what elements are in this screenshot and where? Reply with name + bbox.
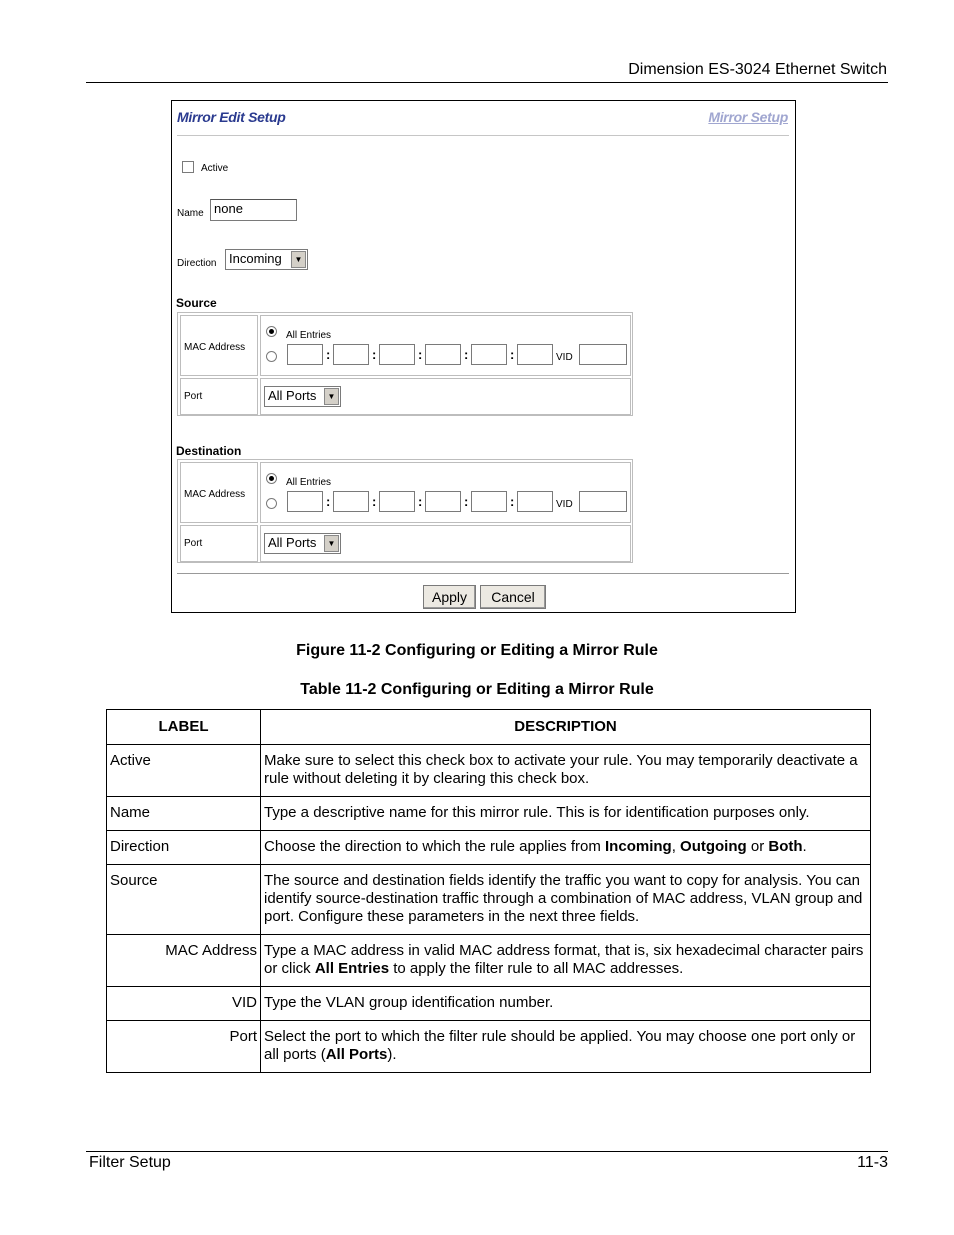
source-port-value: All Ports — [268, 388, 317, 403]
source-mac-field-cell — [260, 315, 631, 376]
row-label: Name — [107, 797, 261, 831]
dest-mac-field-cell — [260, 462, 631, 523]
bottom-divider — [177, 573, 789, 574]
colon: : — [418, 494, 423, 509]
row-description: The source and destination fields identify the traffic you want to copy for analysis. You can identify source-destination traffic through a combination of MAC address, VLAN group and port. Configure these parameters in the next three fields. — [261, 865, 871, 935]
dest-port-select[interactable] — [264, 533, 341, 554]
apply-button[interactable]: Apply — [423, 585, 476, 609]
source-all-entries-radio[interactable] — [266, 326, 277, 337]
direction-label: Direction — [177, 258, 217, 269]
dest-mac-octet-3[interactable] — [379, 491, 415, 512]
source-port-label-cell — [180, 378, 258, 415]
table-row — [107, 935, 871, 987]
chevron-down-icon: ▼ — [324, 388, 339, 405]
table-row — [107, 865, 871, 935]
destination-group — [177, 459, 633, 563]
table-header-label: LABEL — [107, 710, 261, 745]
source-mac-label: MAC Address — [184, 342, 246, 353]
page-header-title: Dimension ES-3024 Ethernet Switch — [628, 61, 887, 78]
colon: : — [372, 494, 377, 509]
row-description: Type a MAC address in valid MAC address format, that is, six hexadecimal character pairs or click All Entries to apply the filter rule to all MAC addresses. — [261, 935, 871, 987]
dest-mac-radio[interactable] — [266, 498, 277, 509]
mirror-edit-screenshot — [171, 100, 796, 613]
source-mac-octet-6[interactable] — [517, 344, 553, 365]
colon: : — [326, 347, 331, 362]
name-label: Name — [177, 208, 204, 219]
dest-mac-octet-6[interactable] — [517, 491, 553, 512]
dest-mac-label: MAC Address — [184, 489, 246, 500]
dest-port-value: All Ports — [268, 535, 317, 550]
figure-caption: Figure 11-2 Configuring or Editing a Mirror Rule — [296, 642, 658, 659]
row-description: Choose the direction to which the rule applies from Incoming, Outgoing or Both. — [261, 831, 871, 865]
active-checkbox[interactable] — [182, 161, 194, 173]
row-description: Select the port to which the filter rule should be applied. You may choose one port only or all ports (All Ports). — [261, 1021, 871, 1073]
dest-mac-octet-4[interactable] — [425, 491, 461, 512]
source-port-label: Port — [184, 391, 203, 402]
table-row — [107, 831, 871, 865]
row-label: Source — [107, 865, 261, 935]
colon: : — [510, 347, 515, 362]
dest-mac-label-cell — [180, 462, 258, 523]
cancel-button[interactable]: Cancel — [480, 585, 546, 609]
description-table — [106, 709, 871, 1073]
colon: : — [510, 494, 515, 509]
dest-port-label-cell — [180, 525, 258, 562]
dest-port-field-cell — [260, 525, 631, 562]
dest-vid-label: VID — [556, 499, 573, 510]
destination-heading: Destination — [176, 444, 242, 458]
name-input[interactable]: none — [210, 199, 297, 221]
footer-rule — [86, 1151, 888, 1152]
dest-mac-octet-5[interactable] — [471, 491, 507, 512]
table-caption: Table 11-2 Configuring or Editing a Mirror Rule — [300, 681, 654, 698]
dest-port-label: Port — [184, 538, 203, 549]
footer-section: Filter Setup — [89, 1154, 171, 1171]
source-mac-octet-2[interactable] — [333, 344, 369, 365]
row-description: Type a descriptive name for this mirror rule. This is for identification purposes only. — [261, 797, 871, 831]
table-row — [107, 745, 871, 797]
dest-all-entries-radio[interactable] — [266, 473, 277, 484]
table-header-description: DESCRIPTION — [261, 710, 871, 745]
source-mac-label-cell — [180, 315, 258, 376]
row-label: Active — [107, 745, 261, 797]
source-vid-label: VID — [556, 352, 573, 363]
dest-vid-input[interactable] — [579, 491, 627, 512]
footer-page-number: 11-3 — [857, 1154, 888, 1171]
table-row — [107, 1021, 871, 1073]
source-vid-input[interactable] — [579, 344, 627, 365]
row-description: Type the VLAN group identification number. — [261, 987, 871, 1021]
source-port-select[interactable] — [264, 386, 341, 407]
title-divider — [177, 135, 789, 136]
active-label: Active — [201, 163, 229, 174]
colon: : — [372, 347, 377, 362]
row-label: Port — [107, 1021, 261, 1073]
source-all-entries-label: All Entries — [286, 330, 332, 341]
mirror-setup-link[interactable]: Mirror Setup — [708, 109, 788, 125]
table-row — [107, 797, 871, 831]
row-label: Direction — [107, 831, 261, 865]
chevron-down-icon: ▼ — [324, 535, 339, 552]
screen-title: Mirror Edit Setup — [177, 109, 286, 125]
source-mac-octet-1[interactable] — [287, 344, 323, 365]
direction-value: Incoming — [229, 251, 282, 266]
colon: : — [326, 494, 331, 509]
colon: : — [418, 347, 423, 362]
dest-mac-octet-1[interactable] — [287, 491, 323, 512]
row-description: Make sure to select this check box to activate your rule. You may temporarily deactivate a rule without deleting it by clearing this check box. — [261, 745, 871, 797]
header-rule — [86, 82, 888, 83]
colon: : — [464, 494, 469, 509]
row-label: MAC Address — [107, 935, 261, 987]
colon: : — [464, 347, 469, 362]
source-mac-octet-4[interactable] — [425, 344, 461, 365]
table-header-row — [107, 710, 871, 745]
table-row — [107, 987, 871, 1021]
source-mac-octet-5[interactable] — [471, 344, 507, 365]
row-label: VID — [107, 987, 261, 1021]
chevron-down-icon: ▼ — [291, 251, 306, 268]
source-heading: Source — [176, 296, 217, 310]
dest-mac-octet-2[interactable] — [333, 491, 369, 512]
dest-all-entries-label: All Entries — [286, 477, 332, 488]
source-port-field-cell — [260, 378, 631, 415]
source-mac-radio[interactable] — [266, 351, 277, 362]
source-group — [177, 312, 633, 416]
source-mac-octet-3[interactable] — [379, 344, 415, 365]
direction-select[interactable] — [225, 249, 308, 270]
